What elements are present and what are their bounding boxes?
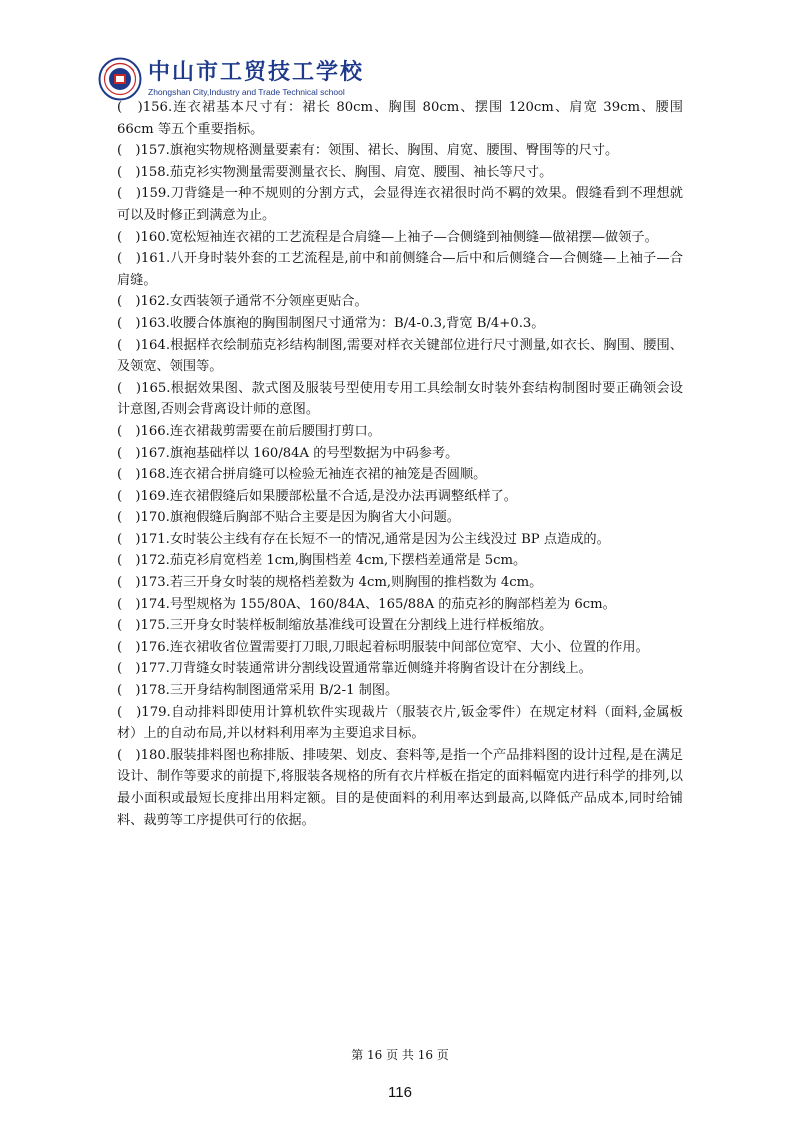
school-name: 中山市工贸技工学校 [148,60,365,85]
question-163: ( )163.收腰合体旗袍的胸围制图尺寸通常为：B/4-0.3,背宽 B/4+0.3。 [117,315,545,331]
school-name-english: Zhongshan City,Industry and Trade Technical school [148,87,345,97]
question-174: ( )174.号型规格为 155/80A、160/84A、165/88A 的茄克衫的胸部档差为 6cm。 [117,596,616,612]
question-156: ( )156.连衣裙基本尺寸有：裙长 80cm、胸围 80cm、摆围 120cm、肩宽 39cm、腰围 66cm 等五个重要指标。 [117,100,683,137]
question-179: ( )179.自动排料即使用计算机软件实现裁片（服装衣片,钣金零件）在规定材料（面料,金属板材）上的自动布局,并以材料利用率为主要追求目标。 [117,704,683,742]
question-157: ( )157.旗袍实物规格测量要素有：领围、裙长、胸围、肩宽、腰围、臀围等的尺寸。 [117,143,619,159]
question-169: ( )169.连衣裙假缝后如果腰部松量不合适,是没办法再调整纸样了。 [117,488,517,504]
question-172: ( )172.茄克衫肩宽档差 1cm,胸围档差 4cm,下摆档差通常是 5cm。 [117,553,527,569]
question-173: ( )173.若三开身女时装的规格档差数为 4cm,则胸围的推档数为 4cm。 [117,575,543,591]
question-159: ( )159.刀背缝是一种不规则的分割方式，会显得连衣裙很时尚不羁的效果。假缝看到不理想就可以及时修正到满意为止。 [117,186,683,223]
page-number: 116 [388,1084,412,1101]
question-166: ( )166.连衣裙裁剪需要在前后腰围打剪口。 [117,423,381,439]
question-158: ( )158.茄克衫实物测量需要测量衣长、胸围、肩宽、腰围、袖长等尺寸。 [117,164,553,180]
question-178: ( )178.三开身结构制图通常采用 B/2-1 制图。 [117,683,399,699]
question-160: ( )160.宽松短袖连衣裙的工艺流程是合肩缝—上袖子—合侧缝到袖侧缝—做裙摆—做领子。 [117,229,658,245]
question-180: ( )180.服装排料图也称排版、排唛架、划皮、套料等,是指一个产品排料图的设计过程,是在满足设计、制作等要求的前提下,将服装各规格的所有衣片样板在指定的面料幅宽内进行科学的排列,以最小面积或最短长度排出用料定额。目的是使面料的利用率达到最高,以降低产品成本,同时给铺料、裁剪等工序提供可行的依据。 [117,747,683,828]
page-indicator: 第 16 页 共 16 页 [351,1048,449,1062]
question-162: ( )162.女西装领子通常不分领座更贴合。 [117,294,368,310]
question-176: ( )176.连衣裙收省位置需要打刀眼,刀眼起着标明服装中间部位宽窄、大小、位置的作用。 [117,639,649,655]
question-175: ( )175.三开身女时装样板制缩放基准线可设置在分割线上进行样板缩放。 [117,618,553,634]
question-161: ( )161.八开身时装外套的工艺流程是,前中和前侧缝合—后中和后侧缝合—合侧缝—上袖子—合肩缝。 [117,251,683,288]
question-168: ( )168.连衣裙合拼肩缝可以检验无袖连衣裙的袖笼是否圆顺。 [117,467,487,483]
school-seal-icon [98,57,142,101]
question-165: ( )165.根据效果图、款式图及服装号型使用专用工具绘制女时装外套结构制图时要正确领会设计意图,否则会背离设计师的意图。 [117,380,683,418]
school-name-block [148,60,364,98]
question-170: ( )170.旗袍假缝后胸部不贴合主要是因为胸省大小问题。 [117,510,460,526]
question-167: ( )167.旗袍基础样以 160/84A 的号型数据为中码参考。 [117,445,459,461]
question-list [117,97,683,831]
question-164: ( )164.根据样衣绘制茄克衫结构制图,需要对样衣关键部位进行尺寸测量,如衣长、胸围、腰围、及领宽、领围等。 [117,337,683,375]
question-177: ( )177.刀背缝女时装通常讲分割线设置通常靠近侧缝并将胸省设计在分割线上。 [117,661,592,677]
question-171: ( )171.女时装公主线有存在长短不一的情况,通常是因为公主线没过 BP 点造成的。 [117,531,610,547]
